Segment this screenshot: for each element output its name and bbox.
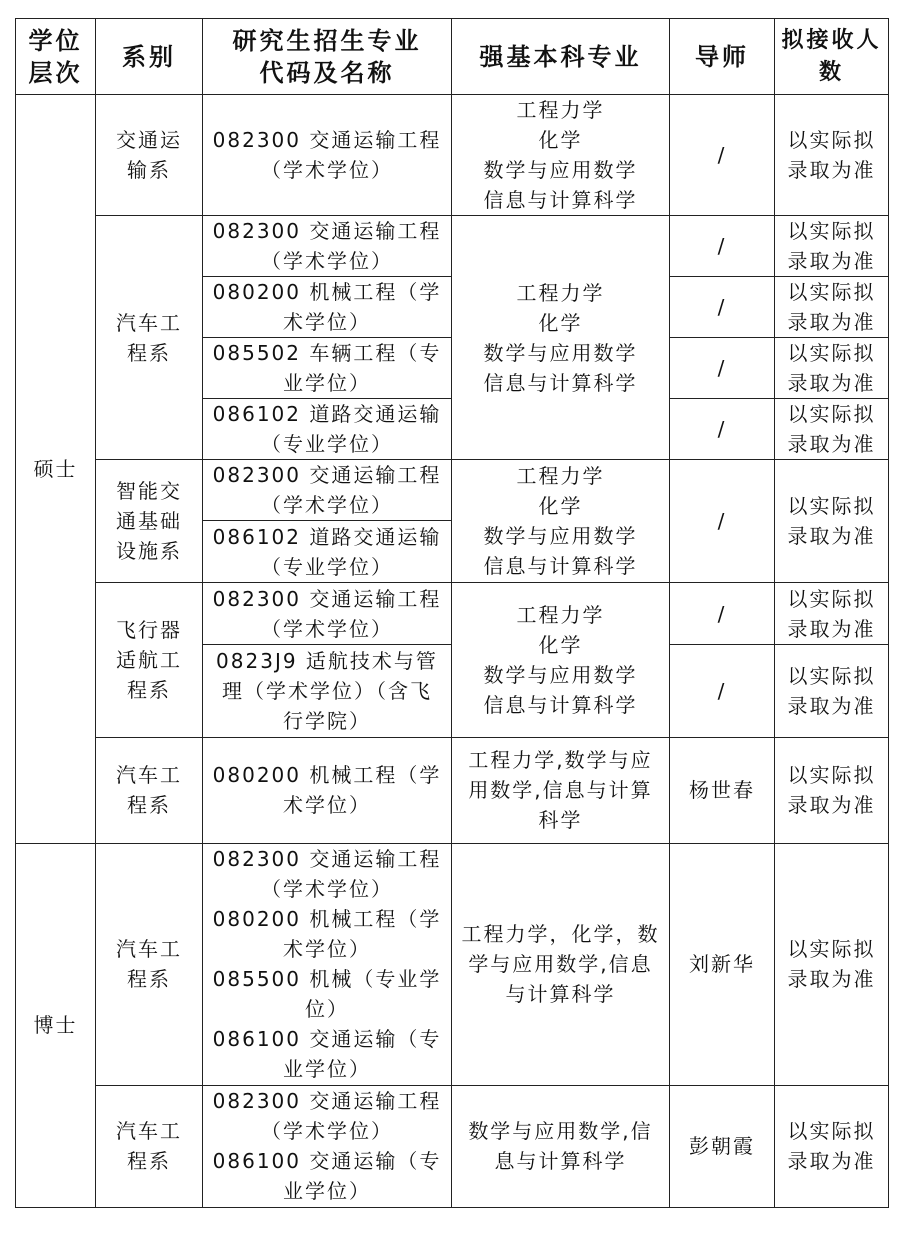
table-row [16,843,889,1085]
advisor-cell: / [670,338,775,399]
advisor-cell: 刘新华 [670,843,775,1085]
count-cell: 以实际拟 录取为准 [775,460,889,583]
advisor-cell: / [670,583,775,645]
advisor-cell: 杨世春 [670,737,775,843]
degree-level-doctor: 博士 [16,843,96,1207]
table-row [16,460,889,521]
department-cell: 飞行器 适航工 程系 [96,583,203,737]
base-major-cell: 数学与应用数学,信 息与计算科学 [452,1085,670,1207]
advisor-cell: / [670,277,775,338]
department-cell: 汽车工 程系 [96,1085,203,1207]
advisor-cell: / [670,645,775,737]
department-cell: 智能交 通基础 设施系 [96,460,203,583]
count-cell: 以实际拟 录取为准 [775,216,889,277]
table-row [16,1085,889,1207]
advisor-cell: / [670,399,775,460]
major-cell: 082300 交通运输工程 （学术学位） 086100 交通运输（专 业学位） [203,1085,452,1207]
major-cell: 082300 交通运输工程 （学术学位） 080200 机械工程（学 术学位） 085500 机械（专业学 位） 086100 交通运输（专 业学位） [203,843,452,1085]
major-cell: 082300 交通运输工程 （学术学位） [203,216,452,277]
header-department: 系别 [96,19,203,95]
header-major-code: 研究生招生专业 代码及名称 [203,19,452,95]
degree-level-master: 硕士 [16,95,96,844]
base-major-cell: 工程力学,数学与应 用数学,信息与计算 科学 [452,737,670,843]
major-cell: 086102 道路交通运输 （专业学位） [203,521,452,583]
major-cell: 0823J9 适航技术与管 理（学术学位）（含飞 行学院） [203,645,452,737]
count-cell: 以实际拟 录取为准 [775,277,889,338]
enrollment-table [15,18,889,1208]
count-cell: 以实际拟 录取为准 [775,95,889,216]
count-cell: 以实际拟 录取为准 [775,843,889,1085]
header-count: 拟接收人 数 [775,19,889,95]
count-cell: 以实际拟 录取为准 [775,338,889,399]
header-base-major: 强基本科专业 [452,19,670,95]
major-cell: 086102 道路交通运输 （专业学位） [203,399,452,460]
major-cell: 082300 交通运输工程 （学术学位） [203,95,452,216]
major-cell: 082300 交通运输工程 （学术学位） [203,583,452,645]
base-major-cell: 工程力学 化学 数学与应用数学 信息与计算科学 [452,216,670,460]
major-cell: 082300 交通运输工程 （学术学位） [203,460,452,521]
major-cell: 080200 机械工程（学 术学位） [203,277,452,338]
count-cell: 以实际拟 录取为准 [775,583,889,645]
department-cell: 汽车工 程系 [96,216,203,460]
table-row [16,216,889,277]
major-cell: 080200 机械工程（学 术学位） [203,737,452,843]
advisor-cell: / [670,460,775,583]
department-cell: 交通运 输系 [96,95,203,216]
base-major-cell: 工程力学，化学，数 学与应用数学,信息 与计算科学 [452,843,670,1085]
table-header-row [16,19,889,95]
count-cell: 以实际拟 录取为准 [775,399,889,460]
count-cell: 以实际拟 录取为准 [775,1085,889,1207]
count-cell: 以实际拟 录取为准 [775,737,889,843]
table-row [16,583,889,645]
advisor-cell: 彭朝霞 [670,1085,775,1207]
department-cell: 汽车工 程系 [96,737,203,843]
header-degree-level: 学位 层次 [16,19,96,95]
base-major-cell: 工程力学 化学 数学与应用数学 信息与计算科学 [452,460,670,583]
header-advisor: 导师 [670,19,775,95]
department-cell: 汽车工 程系 [96,843,203,1085]
base-major-cell: 工程力学 化学 数学与应用数学 信息与计算科学 [452,583,670,737]
advisor-cell: / [670,216,775,277]
base-major-cell: 工程力学 化学 数学与应用数学 信息与计算科学 [452,95,670,216]
major-cell: 085502 车辆工程（专 业学位） [203,338,452,399]
count-cell: 以实际拟 录取为准 [775,645,889,737]
table-row [16,95,889,216]
advisor-cell: / [670,95,775,216]
table-row [16,737,889,843]
